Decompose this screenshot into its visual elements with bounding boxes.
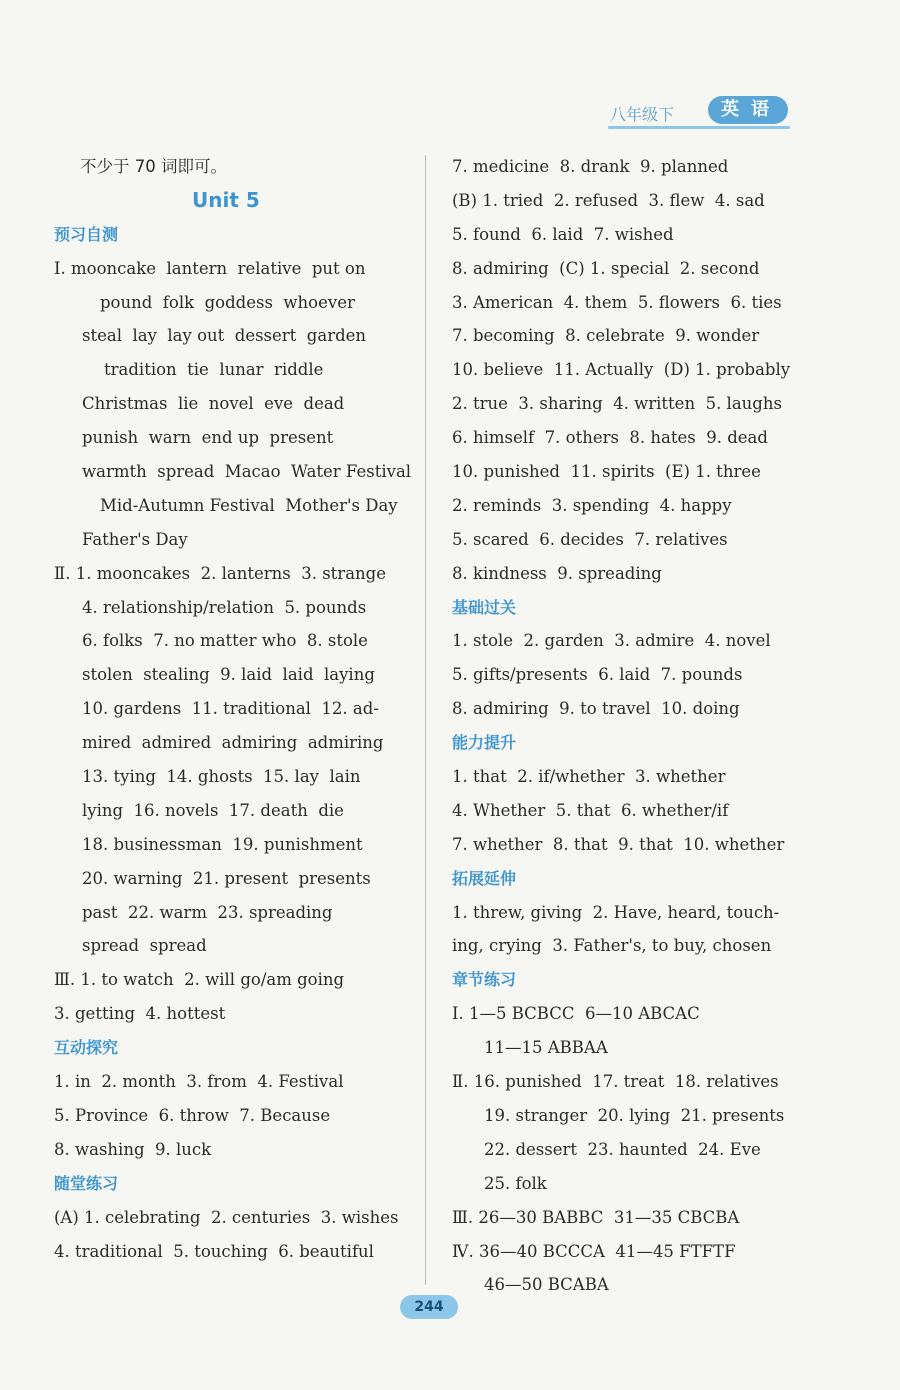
answer-line: 3. getting 4. hottest	[54, 1004, 226, 1024]
answer-line: 5. Province 6. throw 7. Because	[54, 1105, 331, 1125]
answer-line: Ⅳ. 36—40 BCCCA 41—45 FTFTF	[452, 1241, 736, 1261]
answer-line: 7. whether 8. that 9. that 10. whether	[452, 834, 785, 854]
section-heading: 能力提升	[452, 733, 517, 753]
answer-line: pound folk goddess whoever	[100, 292, 355, 312]
answer-line: 6. folks 7. no matter who 8. stole	[82, 631, 368, 651]
answer-line: 20. warning 21. present presents	[82, 868, 371, 888]
answer-line: Ⅰ. 1—5 BCBCC 6—10 ABCAC	[452, 1004, 700, 1024]
subject-badge: 英语	[708, 96, 788, 124]
answer-line: Ⅱ. 16. punished 17. treat 18. relatives	[452, 1072, 779, 1092]
answer-line: 2. true 3. sharing 4. written 5. laughs	[452, 394, 782, 414]
answer-line: Ⅲ. 1. to watch 2. will go/am going	[54, 970, 345, 990]
answer-line: 1. threw, giving 2. Have, heard, touch-	[452, 902, 780, 922]
section-heading: 章节练习	[452, 970, 517, 990]
right-column	[452, 150, 802, 1302]
grade-label: 八年级下	[610, 105, 675, 124]
answer-line: 5. scared 6. decides 7. relatives	[452, 529, 728, 549]
answer-line: punish warn end up present	[82, 428, 334, 448]
answer-line: Father's Day	[82, 529, 188, 549]
answer-line: Christmas lie novel eve dead	[82, 394, 345, 414]
answer-line: ing, crying 3. Father's, to buy, chosen	[452, 936, 772, 956]
answer-line: 5. gifts/presents 6. laid 7. pounds	[452, 665, 743, 685]
answer-line: 2. reminds 3. spending 4. happy	[452, 495, 732, 515]
answer-line: 25. folk	[484, 1173, 547, 1193]
answer-line: 11—15 ABBAA	[484, 1038, 608, 1058]
page-number: 244	[400, 1295, 458, 1319]
answer-line: 1. in 2. month 3. from 4. Festival	[54, 1072, 344, 1092]
unit-title: Unit 5	[192, 187, 260, 212]
answer-line: spread spread	[82, 936, 207, 956]
section-heading: 互动探究	[54, 1038, 119, 1058]
answer-line: (B) 1. tried 2. refused 3. flew 4. sad	[452, 190, 765, 210]
section-heading: 预习自测	[54, 224, 119, 244]
answer-line: Ⅱ. 1. mooncakes 2. lanterns 3. strange	[54, 563, 386, 583]
answer-line: tradition tie lunar riddle	[104, 360, 324, 380]
answer-line: 19. stranger 20. lying 21. presents	[484, 1105, 785, 1125]
answer-line: 10. believe 11. Actually (D) 1. probably	[452, 360, 791, 380]
answer-line: 4. traditional 5. touching 6. beautiful	[54, 1241, 374, 1261]
section-heading: 基础过关	[452, 597, 517, 617]
answer-line: 8. admiring (C) 1. special 2. second	[452, 258, 760, 278]
answer-line: 10. gardens 11. traditional 12. ad-	[82, 699, 379, 719]
answer-line: stolen stealing 9. laid laid laying	[82, 665, 375, 685]
text-line: 不少于 70 词即可。	[80, 157, 227, 176]
answer-line: lying 16. novels 17. death die	[82, 800, 344, 820]
section-heading: 随堂练习	[54, 1173, 119, 1193]
answer-line: 22. dessert 23. haunted 24. Eve	[484, 1139, 761, 1159]
answer-line: warmth spread Macao Water Festival	[82, 462, 412, 482]
answer-line: 46—50 BCABA	[484, 1275, 609, 1295]
answer-line: (A) 1. celebrating 2. centuries 3. wishes	[54, 1207, 399, 1227]
answer-line: 10. punished 11. spirits (E) 1. three	[452, 462, 761, 482]
answer-line: 8. kindness 9. spreading	[452, 563, 662, 583]
answer-line: 8. admiring 9. to travel 10. doing	[452, 699, 740, 719]
answer-line: Ⅰ. mooncake lantern relative put on	[54, 258, 366, 278]
page-header	[600, 96, 800, 132]
answer-line: 1. stole 2. garden 3. admire 4. novel	[452, 631, 771, 651]
answer-line: mired admired admiring admiring	[82, 733, 384, 753]
answer-line: 1. that 2. if/whether 3. whether	[452, 767, 726, 787]
answer-line: Ⅲ. 26—30 BABBC 31—35 CBCBA	[452, 1207, 740, 1227]
answer-line: 3. American 4. them 5. flowers 6. ties	[452, 292, 782, 312]
section-heading: 拓展延伸	[452, 868, 517, 888]
answer-line: Mid-Autumn Festival Mother's Day	[100, 495, 398, 515]
answer-line: 6. himself 7. others 8. hates 9. dead	[452, 428, 768, 448]
answer-line: 4. Whether 5. that 6. whether/if	[452, 800, 729, 820]
answer-line: 7. becoming 8. celebrate 9. wonder	[452, 326, 760, 346]
answer-line: past 22. warm 23. spreading	[82, 902, 333, 922]
answer-line: 8. washing 9. luck	[54, 1139, 212, 1159]
answer-line: 18. businessman 19. punishment	[82, 834, 363, 854]
answer-line: steal lay lay out dessert garden	[82, 326, 367, 346]
answer-line: 4. relationship/relation 5. pounds	[82, 597, 367, 617]
left-column	[54, 150, 412, 1268]
answer-line: 13. tying 14. ghosts 15. lay lain	[82, 767, 361, 787]
answer-line: 7. medicine 8. drank 9. planned	[452, 157, 729, 176]
column-divider	[425, 155, 426, 1285]
header-underline	[608, 126, 790, 129]
answer-line: 5. found 6. laid 7. wished	[452, 224, 674, 244]
